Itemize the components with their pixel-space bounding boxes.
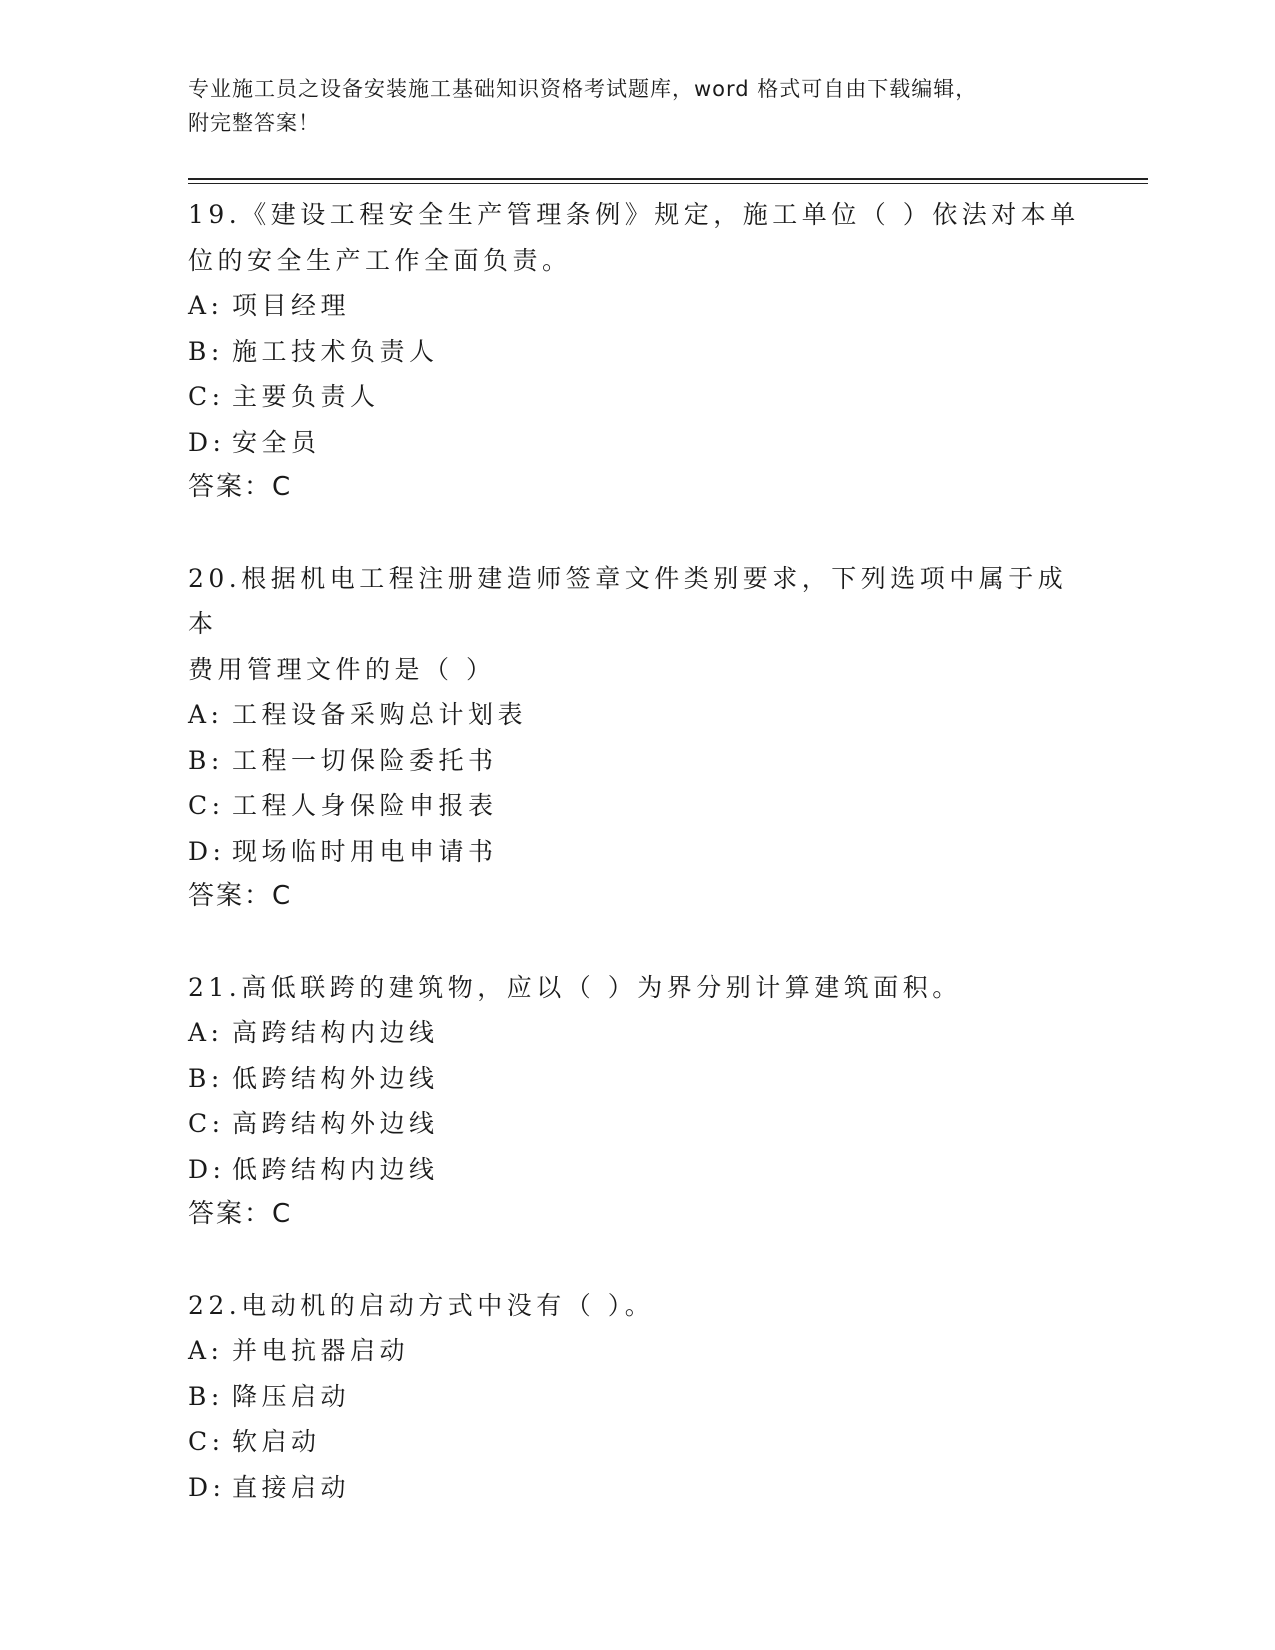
header-divider-thick	[188, 178, 1148, 180]
question-list	[188, 192, 1088, 1555]
option-letter: C:	[188, 382, 225, 411]
option-a	[188, 1010, 1088, 1056]
question-text-line: 21.高低联跨的建筑物，应以（ ）为界分别计算建筑面积。	[188, 972, 962, 1002]
option-text: 工程设备采购总计划表	[232, 700, 528, 729]
option-letter: C:	[188, 1427, 225, 1456]
option-text: 直接启动	[232, 1472, 351, 1502]
option-letter: D:	[188, 1472, 226, 1502]
option-b	[188, 1374, 1088, 1420]
option-text: 主要负责人	[232, 382, 380, 411]
answer-line: 答案：C	[188, 1199, 293, 1229]
option-letter: D:	[188, 836, 226, 866]
question-text-line: 19.《建设工程安全生产管理条例》规定，施工单位（ ）依法对本单	[188, 200, 1080, 229]
option-letter: B:	[188, 336, 224, 366]
option-d	[188, 829, 1088, 875]
question-text-line: 费用管理文件的是（ ）	[188, 654, 496, 684]
question-20	[188, 556, 1088, 920]
question-text-line: 20.根据机电工程注册建造师签章文件类别要求，下列选项中属于成本	[188, 563, 1068, 638]
question-22	[188, 1283, 1088, 1511]
question-text-line: 位的安全生产工作全面负责。	[188, 245, 572, 275]
option-b	[188, 1056, 1088, 1102]
option-text: 低跨结构内边线	[232, 1154, 439, 1184]
option-letter: A:	[188, 1018, 224, 1047]
question-text-line: 22.电动机的启动方式中没有（ ）。	[188, 1290, 655, 1320]
answer-line: 答案：C	[188, 881, 293, 911]
option-text: 高跨结构内边线	[232, 1018, 439, 1047]
option-letter: C:	[188, 791, 225, 820]
option-c	[188, 1101, 1088, 1147]
option-text: 安全员	[232, 427, 321, 457]
header-title-line2: 附完整答案！	[188, 111, 320, 135]
option-d	[188, 1465, 1088, 1511]
option-a	[188, 283, 1088, 329]
question-21	[188, 965, 1088, 1238]
option-letter: D:	[188, 1154, 226, 1184]
option-text: 工程一切保险委托书	[232, 745, 498, 775]
option-letter: A:	[188, 291, 224, 320]
option-c	[188, 783, 1088, 829]
option-a	[188, 1328, 1088, 1374]
option-text: 降压启动	[232, 1381, 351, 1411]
option-d	[188, 420, 1088, 466]
option-c	[188, 374, 1088, 420]
option-text: 现场临时用电申请书	[232, 836, 498, 866]
option-letter: B:	[188, 745, 224, 775]
header-divider-thin	[188, 183, 1148, 184]
option-letter: D:	[188, 427, 226, 457]
option-a	[188, 692, 1088, 738]
option-d	[188, 1147, 1088, 1193]
option-text: 工程人身保险申报表	[232, 791, 498, 820]
option-text: 项目经理	[232, 291, 351, 320]
option-letter: B:	[188, 1381, 224, 1411]
option-c	[188, 1419, 1088, 1465]
option-b	[188, 329, 1088, 375]
option-text: 软启动	[232, 1427, 321, 1456]
option-text: 高跨结构外边线	[232, 1109, 439, 1138]
option-letter: C:	[188, 1109, 225, 1138]
option-text: 低跨结构外边线	[232, 1063, 439, 1093]
option-text: 并电抗器启动	[232, 1336, 410, 1365]
option-b	[188, 738, 1088, 784]
header-title-line1: 专业施工员之设备安装施工基础知识资格考试题库，word 格式可自由下载编辑，	[188, 77, 978, 101]
option-letter: A:	[188, 1336, 224, 1365]
document-header	[188, 72, 1068, 140]
option-letter: A:	[188, 700, 224, 729]
answer-line: 答案：C	[188, 472, 293, 502]
question-19	[188, 192, 1088, 511]
option-text: 施工技术负责人	[232, 336, 439, 366]
option-letter: B:	[188, 1063, 224, 1093]
